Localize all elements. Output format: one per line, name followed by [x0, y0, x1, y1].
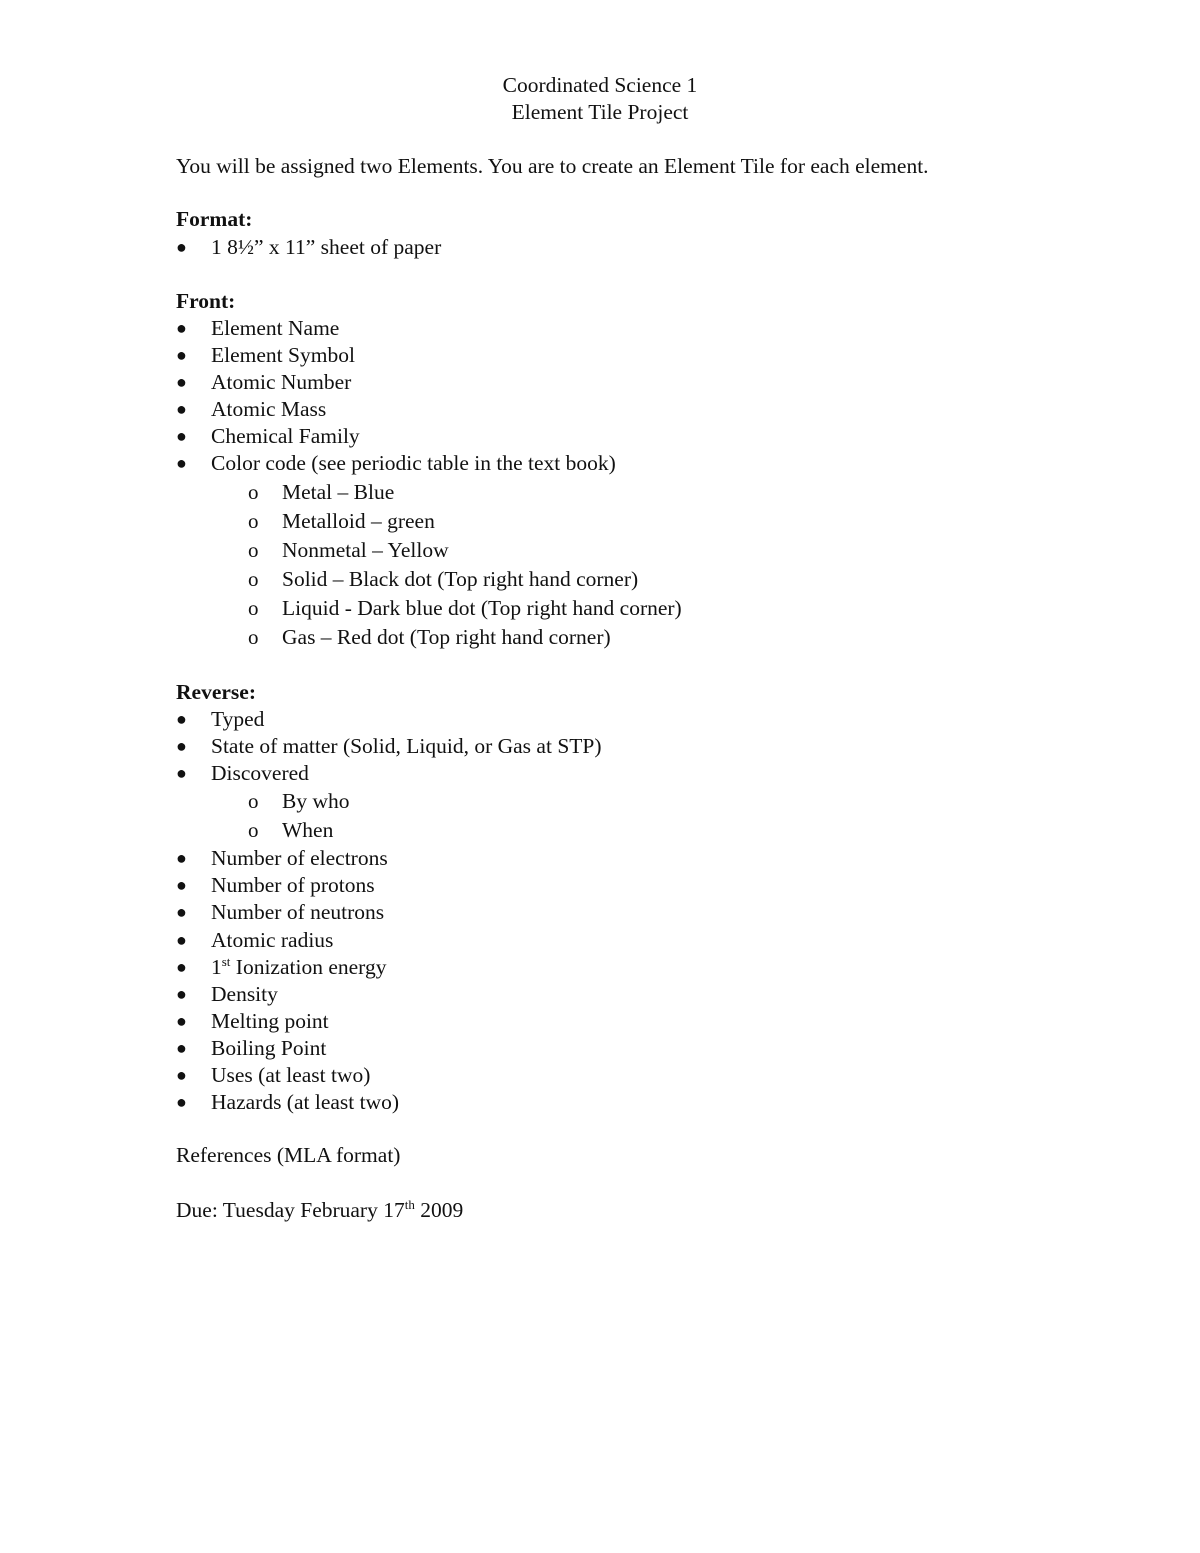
bullet-icon: ●: [176, 237, 187, 257]
bullet-icon: ●: [176, 1010, 187, 1031]
list-item: ● Typed: [176, 706, 602, 733]
list-item: ● Element Name: [176, 315, 682, 342]
sub-list-item: o Nonmetal – Yellow: [176, 536, 682, 565]
bullet-icon: ●: [176, 902, 187, 923]
list-item: ● Color code (see periodic table in the text book): [176, 450, 682, 477]
sub-list-item: o Metalloid – green: [176, 507, 682, 536]
intro-text: You will be assigned two Elements. You are to create an Element Tile for each element.: [176, 154, 929, 178]
list-item: ● Hazards (at least two): [176, 1089, 602, 1116]
sub-list-item: o Liquid - Dark blue dot (Top right hand corner): [176, 594, 682, 623]
sub-list-item: o Solid – Black dot (Top right hand corner): [176, 565, 682, 594]
bullet-icon: ●: [176, 399, 187, 420]
list-item: ● Atomic Mass: [176, 396, 682, 423]
reverse-list: [176, 706, 602, 1116]
sub-bullet-icon: o: [248, 508, 259, 533]
bullet-icon: ●: [176, 345, 187, 366]
front-heading: Front:: [176, 289, 236, 313]
sub-bullet-icon: o: [248, 479, 259, 504]
sub-bullet-icon: o: [248, 624, 259, 649]
bullet-icon: ●: [176, 848, 187, 869]
bullet-icon: ●: [176, 426, 187, 447]
sub-bullet-icon: o: [248, 818, 259, 843]
list-item: [176, 954, 602, 981]
bullet-icon: ●: [176, 1037, 187, 1058]
sub-bullet-icon: o: [248, 537, 259, 562]
list-item: ● Boiling Point: [176, 1035, 602, 1062]
bullet-icon: ●: [176, 763, 187, 784]
sub-list-item: o When: [176, 816, 602, 845]
title-block: [0, 72, 1200, 126]
format-heading: Format:: [176, 207, 253, 231]
bullet-icon: ●: [176, 1092, 187, 1113]
bullet-icon: ●: [176, 1065, 187, 1086]
sub-bullet-icon: o: [248, 595, 259, 620]
project-title: Element Tile Project: [511, 100, 689, 124]
reverse-heading: Reverse:: [176, 680, 256, 704]
format-list: [176, 234, 441, 261]
bullet-icon: ●: [176, 956, 187, 977]
course-title: Coordinated Science 1: [502, 73, 698, 97]
bullet-icon: ●: [176, 372, 187, 393]
list-item: ● Number of electrons: [176, 845, 602, 872]
list-item: ● Element Symbol: [176, 342, 682, 369]
bullet-icon: ●: [176, 453, 187, 474]
list-item: ● Atomic radius: [176, 927, 602, 954]
front-list: [176, 315, 682, 652]
list-item: ● Chemical Family: [176, 423, 682, 450]
ionization-item: 1st Ionization energy: [211, 953, 387, 979]
references-line: References (MLA format): [176, 1143, 401, 1167]
sub-bullet-icon: o: [248, 789, 259, 814]
sub-list-item: o By who: [176, 787, 602, 816]
bullet-icon: ●: [176, 929, 187, 950]
list-item: ● Number of protons: [176, 872, 602, 899]
list-item: ● Density: [176, 981, 602, 1008]
sub-bullet-icon: o: [248, 566, 259, 591]
bullet-icon: ●: [176, 318, 187, 338]
bullet-icon: ●: [176, 983, 187, 1004]
list-item: ● Number of neutrons: [176, 899, 602, 926]
list-item: ● Uses (at least two): [176, 1062, 602, 1089]
sub-list-item: o Metal – Blue: [176, 478, 682, 507]
list-item: ● 1 8½” x 11” sheet of paper: [176, 234, 441, 261]
list-item: ● Atomic Number: [176, 369, 682, 396]
list-item: ● Melting point: [176, 1008, 602, 1035]
due-date: Due: Tuesday February 17th 2009: [176, 1197, 464, 1222]
list-item: ● State of matter (Solid, Liquid, or Gas at STP): [176, 733, 602, 760]
bullet-icon: ●: [176, 875, 187, 896]
sub-list-item: o Gas – Red dot (Top right hand corner): [176, 623, 682, 652]
bullet-icon: ●: [176, 736, 187, 757]
list-item: ● Discovered: [176, 760, 602, 787]
bullet-icon: ●: [176, 709, 187, 729]
